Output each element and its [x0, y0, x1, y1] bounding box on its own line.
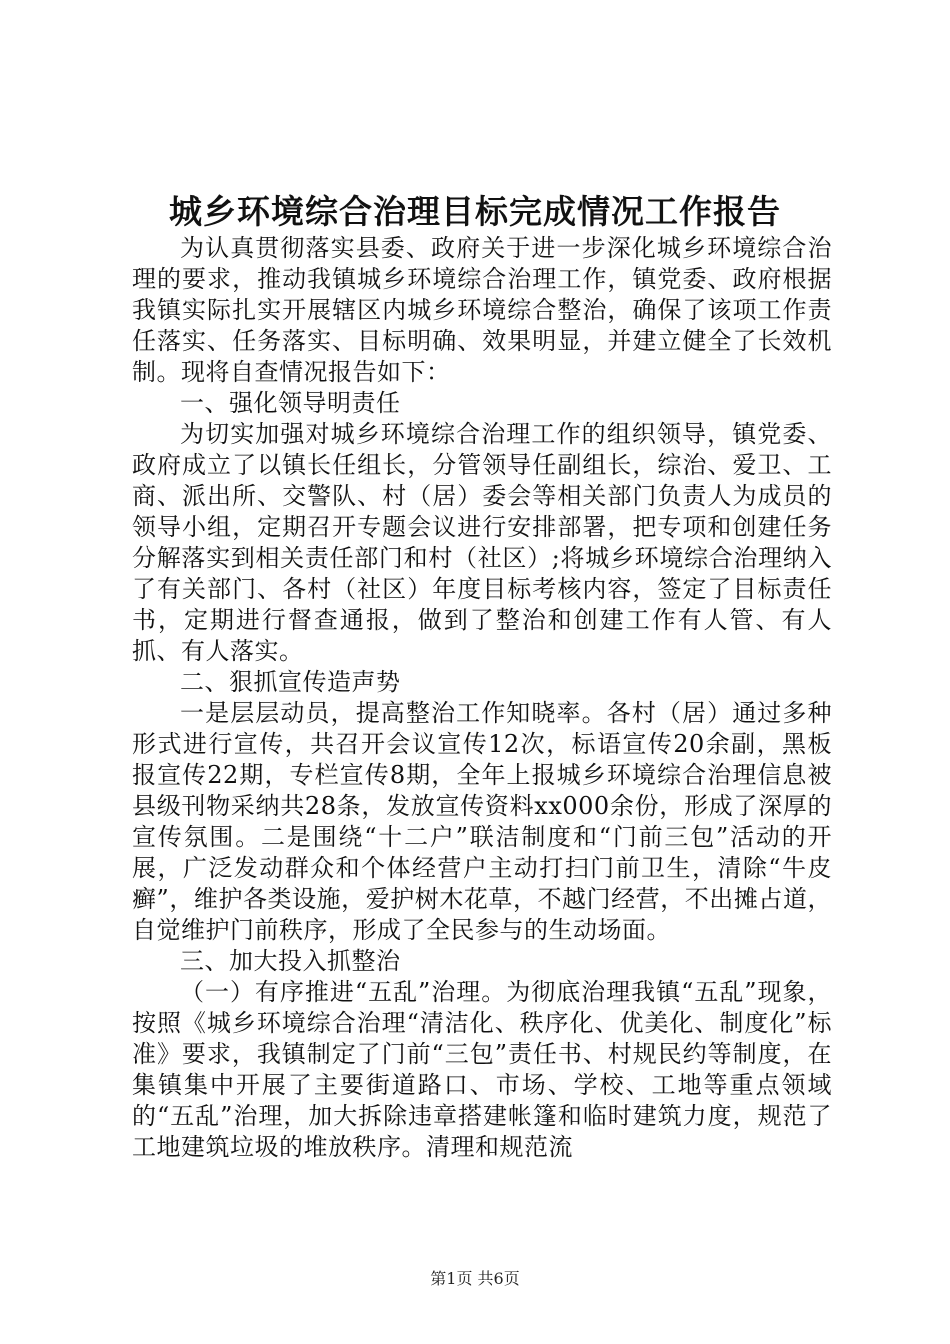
section-heading-1: 一、强化领导明责任	[180, 389, 401, 417]
section-heading-3: 三、加大投入抓整治	[180, 947, 401, 975]
section-3-paragraph: （一）有序推进“五乱”治理。为彻底治理我镇“五乱”现象，按照《城乡环境综合治理“清洁化、秩序化、优美化、制度化”标准》要求，我镇制定了门前“三包”责任书、村规民约等制度，在集镇集中开展了主要街道路口、市场、学校、工地等重点领域的“五乱”治理，加大拆除违章搭建帐篷和临时建筑力度，规范了工地建筑垃圾的堆放秩序。清理和规范流	[132, 978, 832, 1161]
document-body	[132, 233, 832, 1163]
section-heading-2: 二、狠抓宣传造声势	[180, 668, 401, 696]
page-number-footer: 第1页 共6页	[430, 1269, 520, 1288]
section-2-paragraph: 一是层层动员，提高整治工作知晓率。各村（居）通过多种形式进行宣传，共召开会议宣传12次，标语宣传20余副，黑板报宣传22期，专栏宣传8期，全年上报城乡环境综合治理信息被县级刊物采纳共28条，发放宣传资料xx000余份，形成了深厚的宣传氛围。二是围绕“十二户”联洁制度和“门前三包”活动的开展，广泛发动群众和个体经营户主动打扫门前卫生，清除“牛皮癣”，维护各类设施，爱护树木花草，不越门经营，不出摊占道，自觉维护门前秩序，形成了全民参与的生动场面。	[132, 699, 832, 944]
intro-paragraph: 为认真贯彻落实县委、政府关于进一步深化城乡环境综合治理的要求，推动我镇城乡环境综合治理工作，镇党委、政府根据我镇实际扎实开展辖区内城乡环境综合整治，确保了该项工作责任落实、任务落实、目标明确、效果明显，并建立健全了长效机制。现将自查情况报告如下：	[132, 234, 832, 386]
section-1-paragraph: 为切实加强对城乡环境综合治理工作的组织领导，镇党委、政府成立了以镇长任组长，分管领导任副组长，综治、爱卫、工商、派出所、交警队、村（居）委会等相关部门负责人为成员的领导小组，定期召开专题会议进行安排部署，把专项和创建任务分解落实到相关责任部门和村（社区）;将城乡环境综合治理纳入了有关部门、各村（社区）年度目标考核内容，签定了目标责任书，定期进行督查通报，做到了整治和创建工作有人管、有人抓、有人落实。	[132, 420, 832, 665]
document-title: 城乡环境综合治理目标完成情况工作报告	[169, 192, 781, 231]
